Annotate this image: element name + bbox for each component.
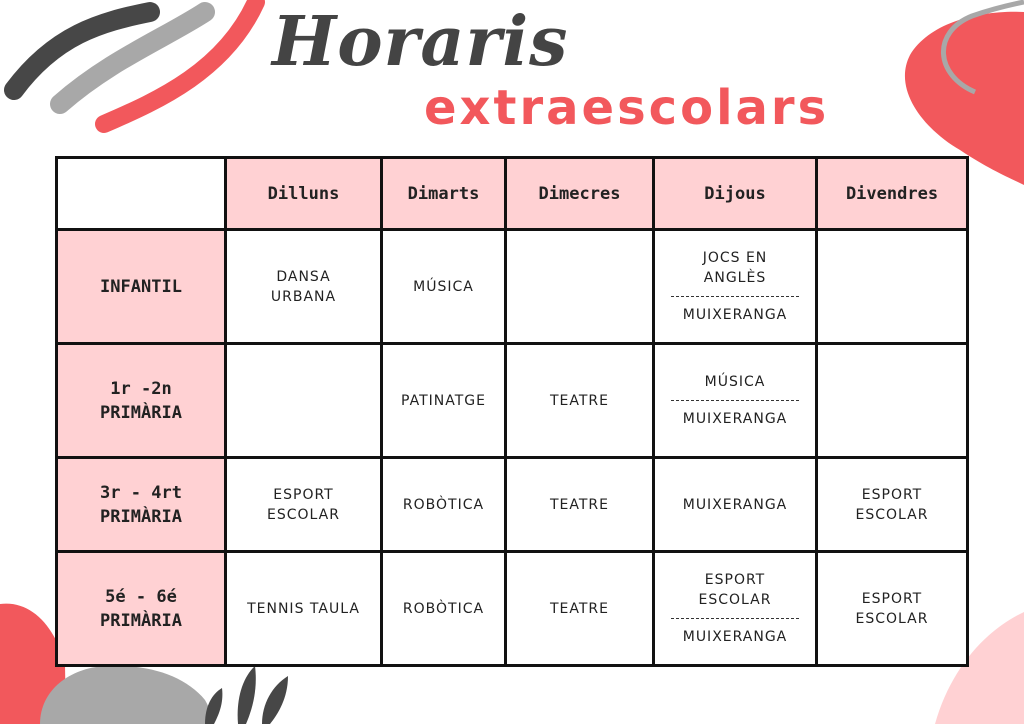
activity-text: ESPORT [861, 590, 923, 607]
activity-text: ESPORT [861, 486, 923, 503]
activity-text: ESCOLAR [855, 506, 929, 523]
dashed-separator [671, 400, 799, 401]
activity-text: MUIXERANGA [682, 629, 788, 645]
group-label [57, 552, 226, 666]
dashed-separator [671, 618, 799, 619]
activity-text: ROBÒTICA [402, 600, 485, 617]
activity-text: MUIXERANGA [682, 307, 788, 323]
activity-text: ESCOLAR [698, 592, 772, 608]
activity-text: ANGLÈS [703, 270, 767, 286]
schedule-cell [506, 344, 654, 458]
group-label [57, 458, 226, 552]
dashed-separator [671, 296, 799, 297]
group-label [57, 230, 226, 344]
activity-text: ROBÒTICA [402, 496, 485, 513]
bottom-left-gray-blob [40, 666, 212, 724]
schedule-cell [382, 458, 506, 552]
schedule-cell [506, 230, 654, 344]
day-header: Divendres [817, 158, 968, 230]
schedule-cell [226, 552, 382, 666]
activity-text: TEATRE [549, 600, 609, 617]
activity-text: MUIXERANGA [682, 411, 788, 427]
day-header: Dijous [654, 158, 817, 230]
activity-text: ESPORT [704, 572, 766, 588]
schedule-cell [382, 552, 506, 666]
group-label-line: PRIMÀRIA [100, 402, 182, 423]
activity-text: URBANA [270, 288, 337, 305]
schedule-cell [382, 230, 506, 344]
activity-text: DANSA [276, 268, 331, 285]
group-label-line: 5é - 6é [105, 586, 177, 607]
day-header: Dimarts [382, 158, 506, 230]
schedule-cell [817, 552, 968, 666]
schedule-cell [506, 552, 654, 666]
activity-text: ESCOLAR [855, 610, 929, 627]
schedule-cell [226, 458, 382, 552]
activity-text: TENNIS TAULA [247, 600, 360, 617]
table-row [57, 552, 968, 666]
activity-text: ESCOLAR [267, 506, 340, 523]
activity-text: ESPORT [273, 486, 334, 503]
activity-text: JOCS EN [702, 250, 768, 266]
group-label-line: PRIMÀRIA [100, 610, 182, 631]
group-label [57, 344, 226, 458]
schedule-cell [817, 344, 968, 458]
table-row [57, 458, 968, 552]
schedule-table [55, 156, 969, 667]
table-row [57, 344, 968, 458]
page-title: Horaris [272, 2, 569, 82]
group-label-line: PRIMÀRIA [100, 506, 182, 527]
corner-cell [57, 158, 226, 230]
activity-text: MÚSICA [413, 278, 474, 295]
activity-text: MÚSICA [704, 374, 766, 390]
schedule-cell [654, 230, 817, 344]
group-label-line: 1r -2n [110, 378, 172, 399]
schedule-cell [654, 552, 817, 666]
schedule-cell [506, 458, 654, 552]
activity-text: TEATRE [549, 392, 609, 409]
group-label-line: INFANTIL [100, 276, 182, 297]
schedule-cell [817, 458, 968, 552]
schedule-cell [654, 458, 817, 552]
schedule-cell [817, 230, 968, 344]
header-row [57, 158, 968, 230]
schedule-cell [654, 344, 817, 458]
day-header: Dilluns [226, 158, 382, 230]
schedule-cell [382, 344, 506, 458]
table-row [57, 230, 968, 344]
page-subtitle: extraescolars [424, 80, 830, 136]
group-label-line: 3r - 4rt [100, 482, 182, 503]
activity-text: TEATRE [549, 496, 609, 513]
day-header: Dimecres [506, 158, 654, 230]
activity-text: PATINATGE [401, 392, 486, 409]
schedule-cell [226, 344, 382, 458]
leaf-sprig [205, 666, 288, 724]
activity-text: MUIXERANGA [682, 496, 788, 513]
schedule-cell [226, 230, 382, 344]
